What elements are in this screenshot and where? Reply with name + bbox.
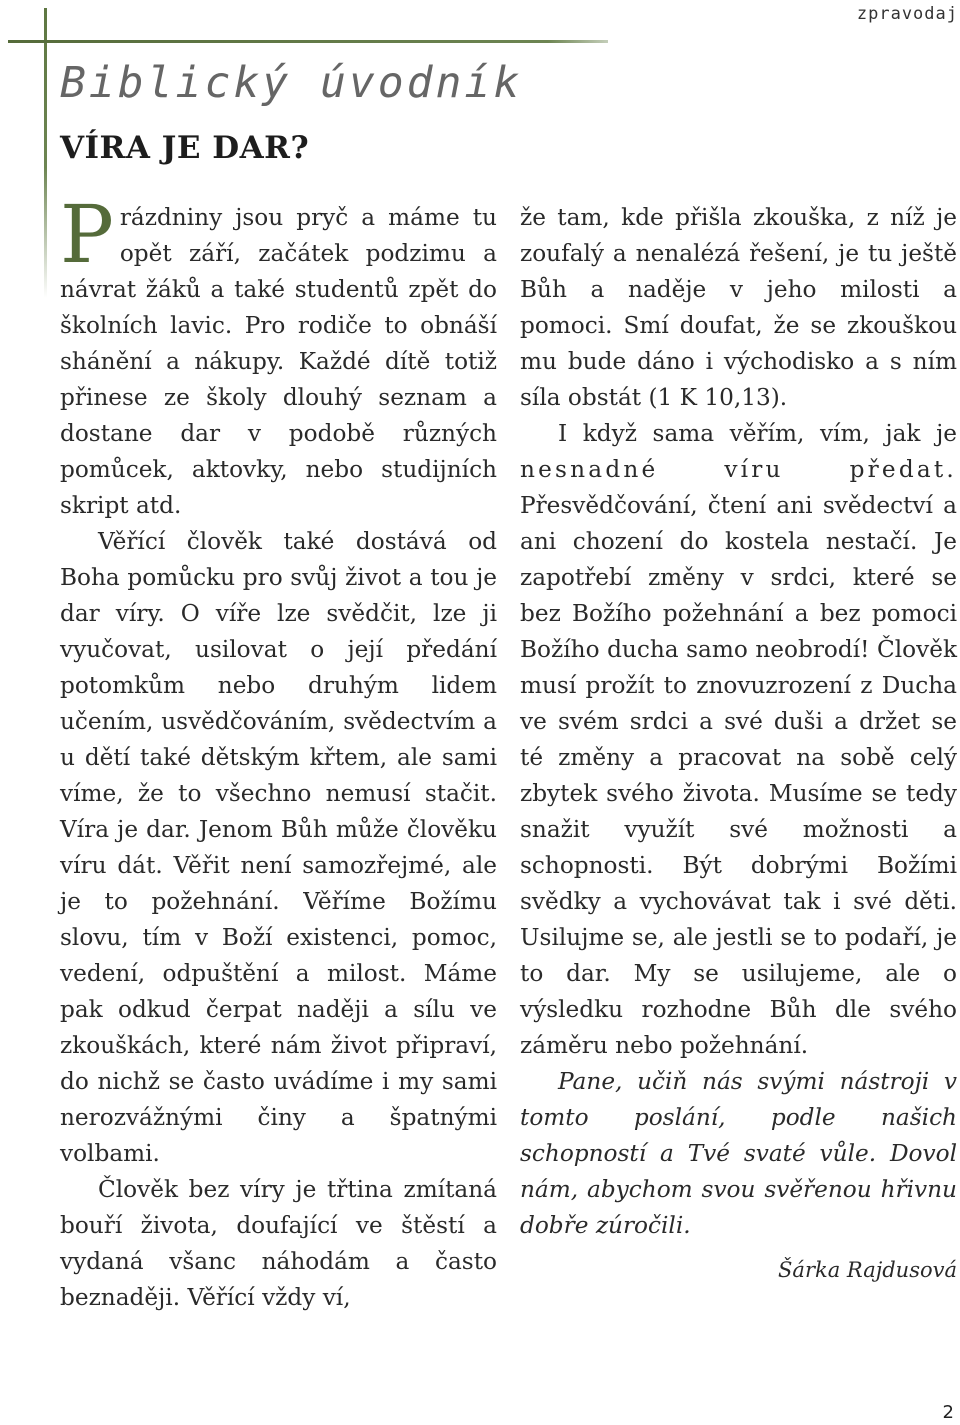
paragraph-1 [60,188,497,524]
right-column [520,200,957,1288]
page-number: 2 [942,1402,954,1423]
article-title: VÍRA JE DAR? [60,130,310,166]
drop-cap: P [60,188,114,281]
paragraph-3-start: Člověk bez víry je třtina zmítaná bouří života, doufající ve štěstí a vydaná všanc náhodám a často beznaději. Věřící vždy ví, [60,1176,497,1311]
left-column [60,188,497,1316]
prayer: Pane, učiň nás svými nástroji v tomto poslání, podle našich schopností a Tvé svaté vůle. Dovol nám, abychom svou svěřenou hřivnu dobře zúročili. [520,1068,957,1239]
horizontal-rule [8,40,608,43]
newsletter-tag: zpravodaj [856,4,958,24]
paragraph-1-text: rázdniny jsou pryč a máme tu opět září, začátek podzimu a návrat žáků a také studentů zpět do školních lavic. Pro rodiče to obnáší shánění a nákupy. Každé dítě totiž přinese ze školy dlouhý seznam a dostane dar v podobě různých pomůcek, aktovky, nebo studijních skript atd. [60,204,497,519]
paragraph-4-text: Přesvědčování, čtení ani svědectví a ani chození do kostela nestačí. Je zapotřebí změny v srdci, které se bez Božího požehnání a bez pomoci Božího ducha samo neobrodí! Člověk musí prožít to znovuzrození z Ducha ve svém srdci a své duši a držet se té změny a pracovat na sobě celý zbytek svého života. Musíme se tedy snažit využít své možnosti a schopnosti. Být dobrými Božími svědky a vychovávat tak i své děti. Usilujme se, ale jestli se to podaří, je to dar. My se usilujeme, ale o výsledku rozhodne Bůh dle svého záměru nebo požehnání. [520,492,957,1059]
section-title: Biblický úvodník [60,58,523,108]
paragraph-4-spaced: nesnadné víru předat. [520,456,957,483]
author-signature: Šárka Rajdusová [778,1258,957,1282]
vertical-rule [44,8,47,298]
paragraph-2: Věřící člověk také dostává od Boha pomůcku pro svůj život a tou je dar víry. O víře lze svědčit, lze ji vyučovat, usilovat o její předání potomkům nebo druhým lidem učením, usvědčováním, svědectvím a u dětí také dětským křtem, ale sami víme, že to všechno nemusí stačit. Víra je dar. Jenom Bůh může člověku víru dát. Věřit není samozřejmé, ale je to požehnání. Věříme Božímu slovu, tím v Boží existenci, pomoc, vedení, odpuštění a milost. Máme pak odkud čerpat naději a sílu ve zkouškách, které nám život připraví, do nichž se často uvádíme i my sami nerozvážnými činy a špatnými volbami. [60,528,497,1167]
paragraph-4-start: I když sama věřím, vím, jak je [558,420,957,447]
paragraph-4 [520,416,957,1064]
paragraph-3-continued: že tam, kde přišla zkouška, z níž je zoufalý a nenalézá řešení, je tu ještě Bůh a naděje v jeho milosti a pomoci. Smí doufat, že se zkouškou mu bude dáno i východisko a s ním síla obstát (1 K 10,13). [520,204,957,411]
